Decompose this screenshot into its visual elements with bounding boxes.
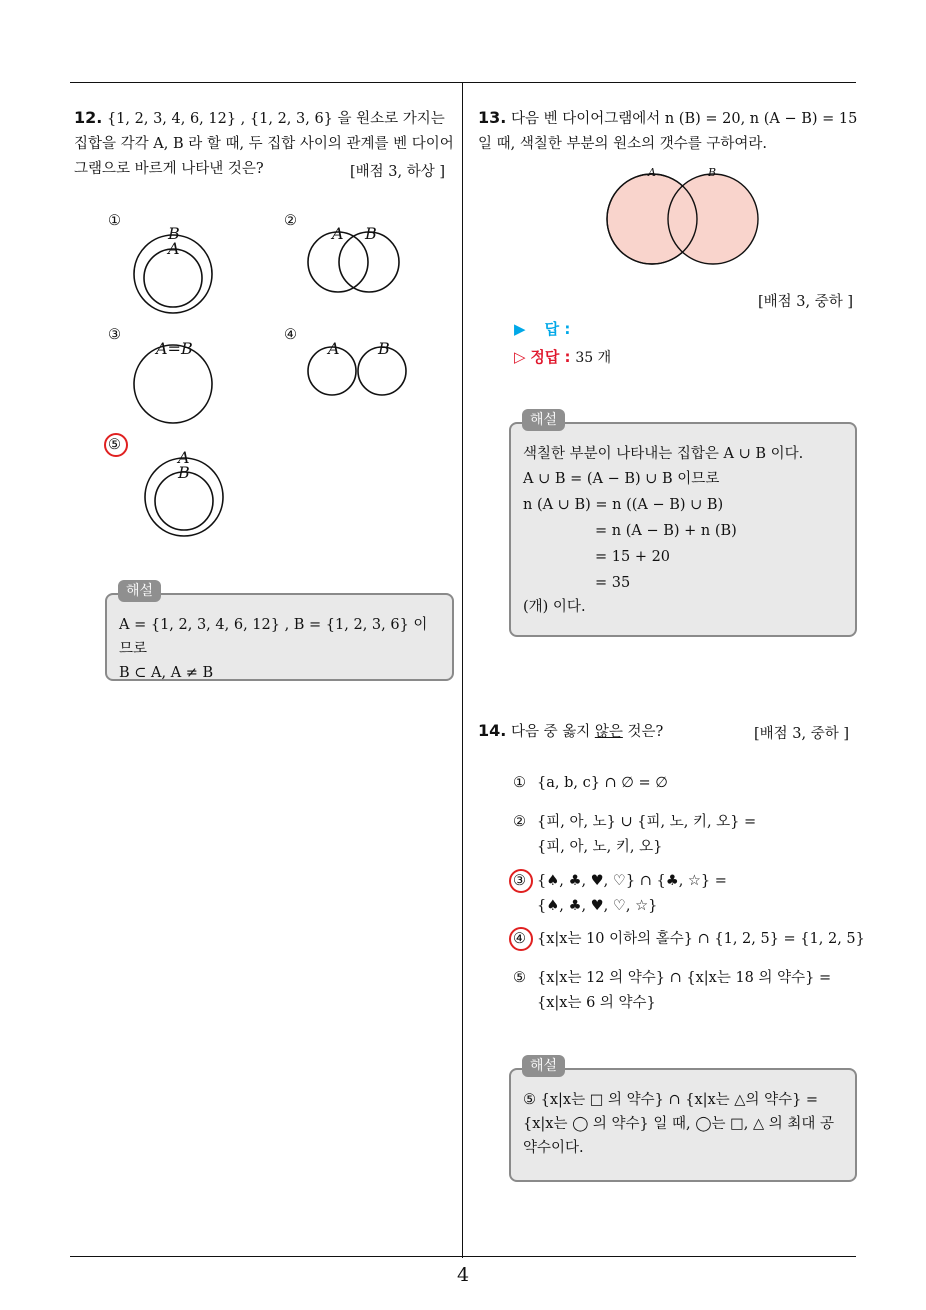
q12-option-4-mark: ④: [284, 327, 297, 343]
q13-solution-line-1: 색칠한 부분이 나타내는 집합은 A ∪ B 이다.: [523, 446, 804, 462]
column-divider: [462, 82, 463, 1258]
q13-solution-box: [509, 422, 857, 637]
q12-option-5-label-b: B: [178, 463, 190, 482]
q13-meta: [배점 3, 중하 ]: [758, 294, 854, 310]
correct-answer-circle: [104, 433, 128, 457]
q14-option-5-line1: {x|x는 12 의 약수} ∩ {x|x는 18 의 약수} =: [537, 970, 832, 986]
q14-option-2-mark: ②: [513, 814, 526, 830]
q12-option-1-mark: ①: [108, 213, 121, 229]
q14-option-4-text: {x|x는 10 이하의 홀수} ∩ {1, 2, 5} = {1, 2, 5}: [537, 931, 865, 947]
q13-solution-line-4: = n (A − B) + n (B): [595, 523, 737, 539]
q13-answer-row[interactable]: [514, 318, 570, 339]
q14-text-post: 것은?: [622, 724, 664, 740]
page-number: 4: [456, 1264, 470, 1286]
q14-option-1-mark: ①: [513, 775, 526, 791]
q12-option-4-label-a: A: [328, 339, 340, 358]
q12-option-4-diagram: [307, 346, 409, 398]
q13-venn-diagram: [607, 172, 762, 272]
q12-option-2-label-a: A: [332, 224, 344, 243]
q14-solution-line-3: 약수이다.: [523, 1140, 584, 1156]
q12-solution-line-1: A = {1, 2, 3, 4, 6, 12} , B = {1, 2, 3, 6} 이므로: [119, 617, 428, 657]
q12-number: 12.: [74, 108, 103, 127]
correct-answer-circle: [509, 869, 533, 893]
q13-solution-line-2: A ∪ B = (A − B) ∪ B 이므로: [523, 471, 720, 487]
q14-option-3-mark: ③: [513, 873, 526, 889]
q14-solution-tag: 해설: [522, 1055, 565, 1077]
q12-text: {1, 2, 3, 4, 6, 12} , {1, 2, 3, 6} 을 원소로 가지는 집합을 각각 A, B 라 할 때, 두 집합 사이의 관계를 벤 다이어그램으로 바르게 나타낸 것은?: [74, 111, 454, 177]
q13-correct-row: [514, 346, 611, 367]
q14-solution-line-1: ⑤ {x|x는 □ 의 약수} ∩ {x|x는 △의 약수} =: [523, 1092, 819, 1108]
correct-answer-circle: [509, 927, 533, 951]
q14-solution-box: [509, 1068, 857, 1182]
q13-answer-label: 답 :: [544, 320, 571, 338]
q12-option-5-label-a: A: [178, 448, 190, 467]
q14-meta: [배점 3, 중하 ]: [754, 726, 850, 742]
q12-option-4-label-b: B: [378, 339, 390, 358]
q12-option-5-mark: ⑤: [108, 437, 121, 453]
q14-option-5-mark: ⑤: [513, 970, 526, 986]
q12-option-3-mark: ③: [108, 327, 121, 343]
q13-solution-line-6: = 35: [595, 575, 631, 591]
q14-text-pre: 다음 중 옳지: [510, 724, 595, 740]
q12-solution-tag: 해설: [118, 580, 161, 602]
q13-correct-label: 정답 :: [530, 348, 571, 366]
q14-option-2-line1: {피, 아, 노} ∪ {피, 노, 키, 오} =: [537, 814, 757, 830]
q14-option-3-line2: {♠, ♣, ♥, ♡, ☆}: [537, 898, 658, 914]
q13-solution-line-5: = 15 + 20: [595, 549, 671, 565]
q12-option-3-label: A=B: [156, 339, 193, 358]
q12-solution-box: [105, 593, 454, 681]
q13-solution-line-7: (개) 이다.: [523, 599, 586, 615]
q13-venn-label-b: B: [708, 166, 717, 179]
q13-number: 13.: [478, 108, 507, 127]
q12-solution-line-2: B ⊂ A, A ≠ B: [119, 665, 214, 681]
q13-stem: [478, 105, 860, 157]
q13-solution-tag: 해설: [522, 409, 565, 431]
answer-triangle-icon: ▶: [514, 320, 526, 338]
top-rule: [70, 82, 856, 83]
q13-correct-value: 35 개: [575, 350, 612, 366]
q12-option-1-label-b: B: [168, 224, 180, 243]
q14-option-3-line1: {♠, ♣, ♥, ♡} ∩ {♣, ☆} =: [537, 873, 727, 889]
q14-number: 14.: [478, 721, 507, 740]
q12-option-2-diagram: [307, 230, 402, 295]
q12-option-2-mark: ②: [284, 213, 297, 229]
correct-triangle-icon: ▷: [514, 348, 526, 366]
q12-option-2-label-b: B: [365, 224, 377, 243]
q14-option-2-line2: {피, 아, 노, 키, 오}: [537, 839, 663, 855]
q14-option-4-mark: ④: [513, 931, 526, 947]
q14-option-5-line2: {x|x는 6 의 약수}: [537, 995, 656, 1011]
q13-solution-line-3: n (A ∪ B) = n ((A − B) ∪ B): [523, 497, 724, 513]
q12-option-1-label-a: A: [168, 239, 180, 258]
q14-text-underlined: 않은: [594, 724, 623, 740]
q12-meta: [배점 3, 하상 ]: [350, 164, 446, 180]
q13-venn-label-a: A: [648, 166, 656, 179]
q13-text: 다음 벤 다이어그램에서 n (B) = 20, n (A − B) = 15 일 때, 색칠한 부분의 원소의 갯수를 구하여라.: [478, 111, 858, 152]
q14-solution-line-2: {x|x는 ◯ 의 약수} 일 때, ◯는 □, △ 의 최대 공: [523, 1116, 834, 1132]
bottom-rule: [70, 1256, 856, 1257]
q14-option-1-text: {a, b, c} ∩ ∅ = ∅: [537, 775, 668, 791]
